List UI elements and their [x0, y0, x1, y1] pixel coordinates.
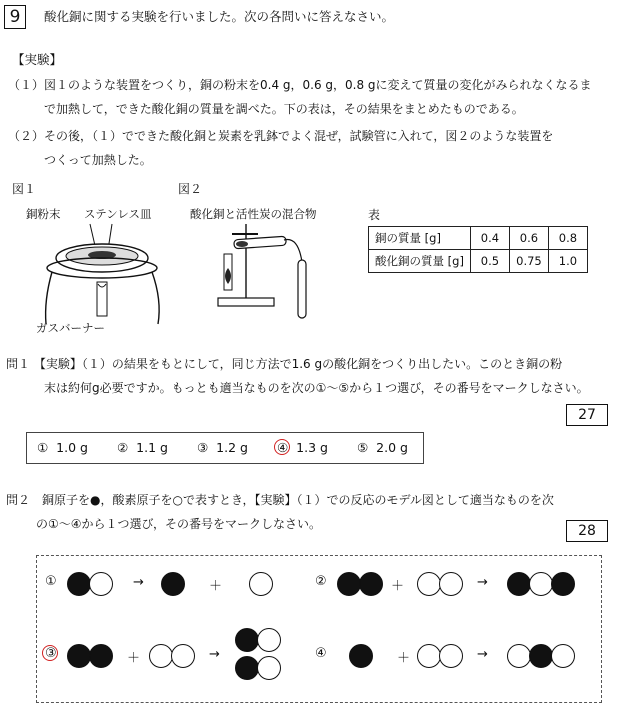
table-cell: 0.5: [470, 250, 509, 273]
copper-atom: [67, 644, 91, 668]
copper-atom: [529, 644, 553, 668]
choice-text: 1.0 g: [56, 440, 88, 455]
oxygen-atom: [507, 644, 531, 668]
choice-1[interactable]: [37, 440, 88, 455]
oxygen-atom: [171, 644, 195, 668]
table-cell: 0.6: [509, 227, 548, 250]
fig2-mixture-label: 酸化銅と活性炭の混合物: [190, 207, 317, 221]
row-label: 銅の質量 [g]: [369, 227, 471, 250]
oxygen-atom: [439, 644, 463, 668]
experiment-heading: 【実験】: [12, 52, 63, 67]
table-cell: 0.75: [509, 250, 548, 273]
experiment-step2-line2: つくって加熱した。: [44, 153, 152, 167]
q2-answer-number: 28: [566, 520, 608, 542]
copper-atom: [67, 572, 91, 596]
arrow: →: [133, 575, 144, 590]
q2-models-box: [36, 555, 602, 703]
q1-choices: [26, 432, 424, 464]
experiment-step2-line1: （２）その後，（１）でできた酸化銅と炭素を乳鉢でよく混ぜ，試験管に入れて，図２のような装置を: [8, 129, 554, 143]
selected-answer-circle: [42, 645, 58, 661]
q2-text-line1: 問２ 銅原子を●，酸素原子を○で表すとき，【実験】（１）での反応のモデル図として適当なものを次: [6, 493, 554, 507]
experiment-step1-line2: で加熱して，できた酸化銅の質量を調べた。下の表は，その結果をまとめたものである。: [44, 102, 524, 116]
oxygen-atom: [257, 656, 281, 680]
q2-text-line2: の①～④から１つ選び，その番号をマークしなさい。: [36, 517, 322, 531]
plus-sign: ＋: [127, 651, 141, 666]
choice-number: ④: [277, 440, 289, 455]
copper-atom: [337, 572, 361, 596]
model-1-number[interactable]: ①: [45, 574, 57, 589]
fig1-label: 図１: [12, 182, 37, 196]
copper-atom: [235, 656, 259, 680]
table-row: [369, 250, 588, 273]
oxygen-atom: [551, 644, 575, 668]
q1-answer-number: 27: [566, 404, 608, 426]
oxygen-atom: [417, 644, 441, 668]
plus-sign: ＋: [209, 579, 223, 594]
choice-text: 1.3 g: [296, 440, 328, 455]
fig1-dish-label: ステンレス皿: [84, 207, 152, 221]
oxygen-atom: [149, 644, 173, 668]
table-cell: 1.0: [548, 250, 587, 273]
oxygen-atom: [417, 572, 441, 596]
choice-5[interactable]: [357, 440, 408, 455]
oxygen-atom: [89, 572, 113, 596]
oxygen-atom: [439, 572, 463, 596]
choice-text: 1.1 g: [136, 440, 168, 455]
table-row: [369, 227, 588, 250]
question-number: 9: [4, 5, 26, 29]
oxygen-atom: [257, 628, 281, 652]
fig1-apparatus-illustration: [40, 220, 170, 325]
table-cell: 0.8: [548, 227, 587, 250]
row-label: 酸化銅の質量 [g]: [369, 250, 471, 273]
selected-answer-circle: [274, 439, 290, 455]
question-title: 酸化銅に関する実験を行いました。次の各問いに答えなさい。: [44, 9, 395, 24]
choice-text: 1.2 g: [216, 440, 248, 455]
choice-number: ③: [197, 440, 209, 455]
arrow: →: [477, 647, 488, 662]
plus-sign: ＋: [391, 579, 405, 594]
experiment-step1-line1: （１）図１のような装置をつくり，銅の粉末を0.4 g，0.6 g，0.8 gに変えて質量の変化がみられなくなるま: [8, 78, 592, 92]
q1-text-line2: 末は約何g必要ですか。もっとも適当なものを次の①～⑤から１つ選び，その番号をマークしなさい。: [44, 381, 589, 395]
arrow: →: [209, 647, 220, 662]
fig1-copper-label: 銅粉末: [26, 207, 61, 221]
oxygen-atom: [249, 572, 273, 596]
choice-number: ①: [37, 440, 49, 455]
plus-sign: ＋: [397, 651, 411, 666]
copper-atom: [507, 572, 531, 596]
choice-text: 2.0 g: [376, 440, 408, 455]
fig2-apparatus-illustration: [198, 218, 328, 330]
choice-number: ②: [117, 440, 129, 455]
oxygen-atom: [529, 572, 553, 596]
copper-atom: [349, 644, 373, 668]
table-cell: 0.4: [470, 227, 509, 250]
table-label: 表: [368, 208, 381, 222]
fig1-burner-label: ガスバーナー: [36, 321, 105, 335]
fig2-label: 図２: [178, 182, 203, 196]
copper-atom: [359, 572, 383, 596]
choice-3[interactable]: [197, 440, 248, 455]
copper-atom: [235, 628, 259, 652]
model-4-number[interactable]: ④: [315, 646, 327, 661]
choice-number: ⑤: [357, 440, 369, 455]
model-3-number[interactable]: ③: [45, 646, 57, 661]
copper-atom: [89, 644, 113, 668]
choice-2[interactable]: [117, 440, 168, 455]
arrow: →: [477, 575, 488, 590]
copper-atom: [551, 572, 575, 596]
copper-atom: [161, 572, 185, 596]
results-table: [368, 226, 588, 273]
q1-text-line1: 問１ 【実験】（１）の結果をもとにして，同じ方法で1.6 gの酸化銅をつくり出したい。このとき銅の粉: [6, 357, 563, 371]
model-2-number[interactable]: ②: [315, 574, 327, 589]
